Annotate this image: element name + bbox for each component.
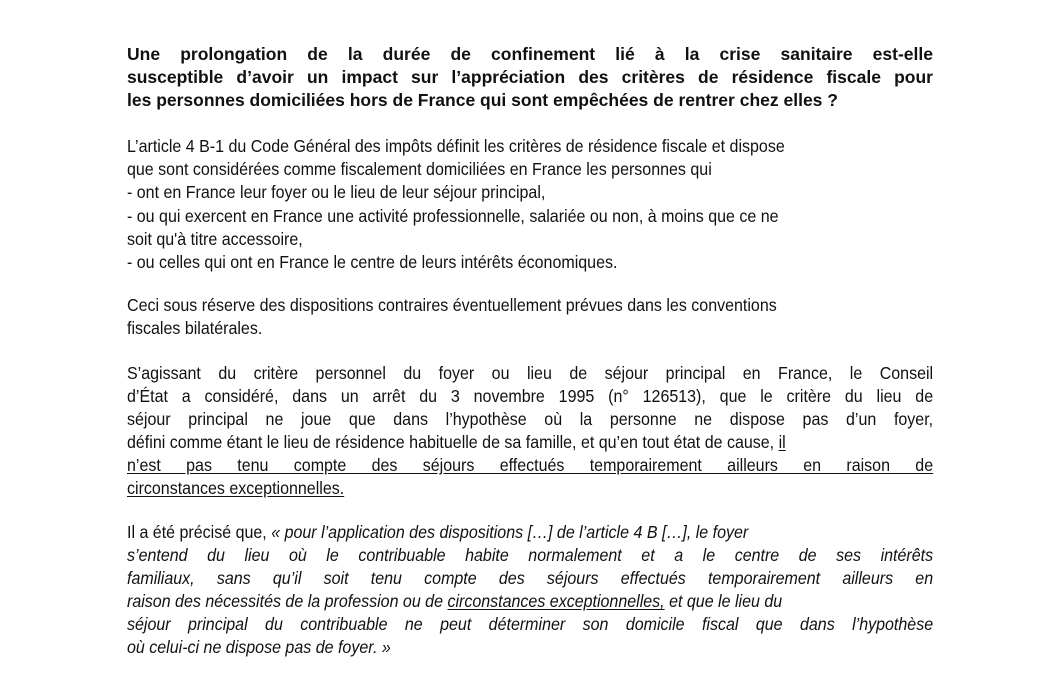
underlined-text: circonstances exceptionnelles.: [127, 478, 345, 498]
text-line: [127, 521, 933, 543]
text-line: Ceci sous réserve des dispositions contraires éventuellement prévues dans les conventions: [127, 295, 777, 315]
underlined-text: il: [778, 432, 786, 452]
text-line: séjour principal ne joue que dans l’hypothèse où la personne ne dispose pas d’un foyer,: [127, 409, 934, 429]
list-item: - ou celles qui ont en France le centre de leurs intérêts économiques.: [127, 252, 618, 272]
underlined-text: circonstances exceptionnelles,: [447, 591, 665, 611]
quote-line: s’entend du lieu où le contribuable habite normalement et a le centre de ses intérêts: [127, 545, 934, 565]
quote-line: familiaux, sans qu’il soit tenu compte des séjours effectués temporairement ailleurs en: [127, 568, 934, 588]
quote-line: où celui-ci ne dispose pas de foyer. »: [127, 637, 391, 657]
text-line: [127, 431, 933, 453]
text-segment: défini comme étant le lieu de résidence habituelle de sa famille, et qu’en tout état de cause,: [127, 432, 779, 452]
text-segment: et que le lieu du: [664, 591, 783, 611]
text-line: S’agissant du critère personnel du foyer ou lieu de séjour principal en France, le Conseil: [127, 363, 934, 383]
text-line: soit qu'à titre accessoire,: [127, 229, 303, 249]
heading-line: Une prolongation de la durée de confinement lié à la crise sanitaire est-elle: [127, 44, 933, 64]
list-item: - ont en France leur foyer ou le lieu de leur séjour principal,: [127, 182, 546, 202]
quote-line: séjour principal du contribuable ne peut déterminer son domicile fiscal que dans l’hypothèse: [127, 614, 934, 634]
text-line: d’État a considéré, dans un arrêt du 3 novembre 1995 (n° 126513), que le critère du lieu de: [127, 386, 934, 406]
heading-line: susceptible d’avoir un impact sur l’appréciation des critères de résidence fiscale pour: [127, 67, 933, 87]
quote-line: [127, 590, 933, 612]
text-line: que sont considérées comme fiscalement domiciliées en France les personnes qui: [127, 159, 712, 179]
list-item: - ou qui exercent en France une activité professionnelle, salariée ou non, à moins que ce ne: [127, 206, 779, 226]
text-line: [127, 477, 933, 499]
quote-text: « pour l’application des dispositions […] de l’article 4 B […], le foyer: [271, 522, 749, 542]
underlined-text: n’est pas tenu compte des séjours effectués temporairement ailleurs en raison de: [127, 455, 934, 475]
text-line: L’article 4 B-1 du Code Général des impôts définit les critères de résidence fiscale et dispose: [127, 136, 785, 156]
text-segment: raison des nécessités de la profession ou de: [127, 591, 448, 611]
heading-line: les personnes domiciliées hors de France qui sont empêchées de rentrer chez elles ?: [127, 90, 838, 110]
text-line: fiscales bilatérales.: [127, 318, 263, 338]
text-segment: Il a été précisé que,: [127, 522, 272, 542]
